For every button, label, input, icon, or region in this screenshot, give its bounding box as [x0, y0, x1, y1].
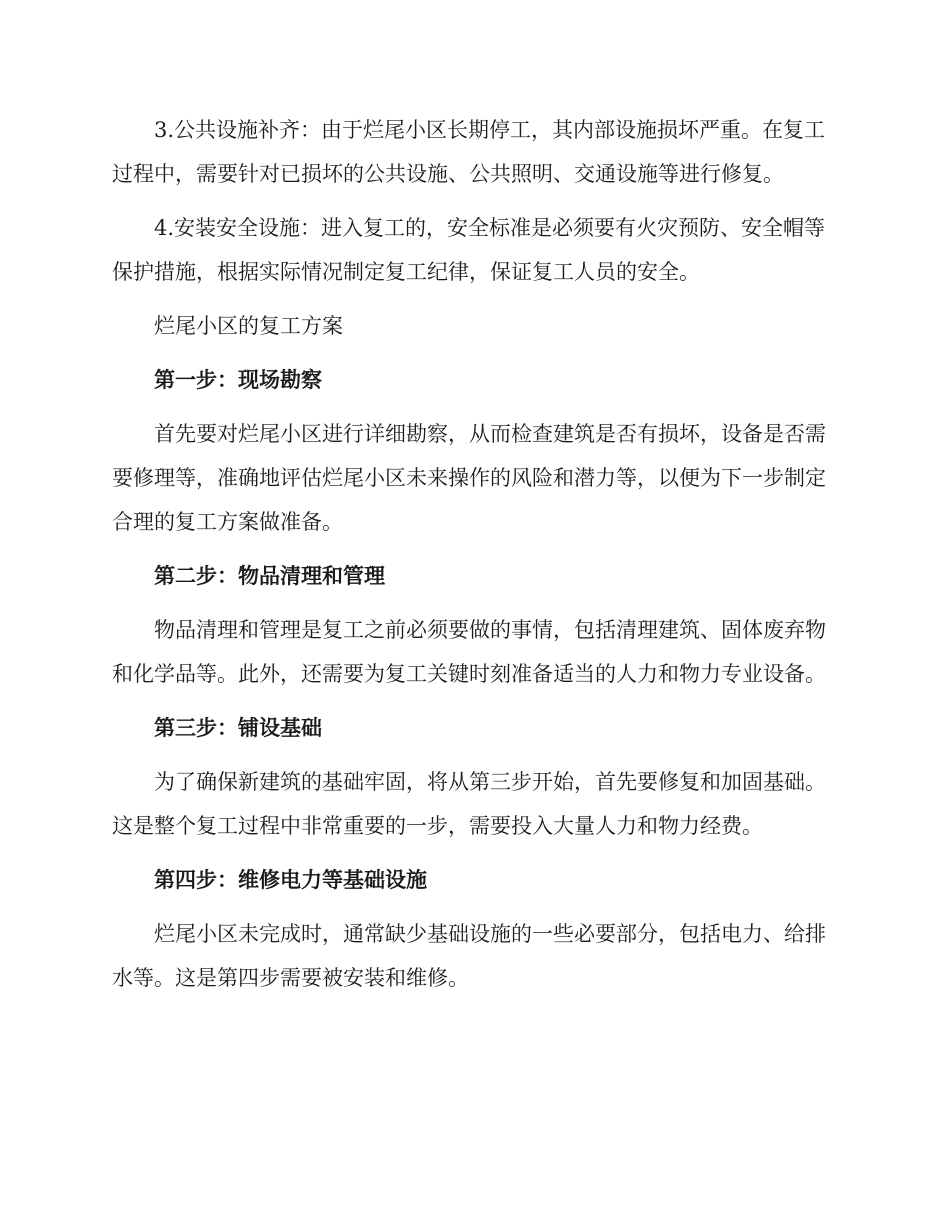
step1-body: 首先要对烂尾小区进行详细勘察，从而检查建筑是否有损坏，设备是否需要修理等，准确地评估烂尾小区未来操作的风险和潜力等，以便为下一步制定合理的复工方案做准备。 [112, 422, 826, 534]
step3-body: 为了确保新建筑的基础牢固，将从第三步开始，首先要修复和加固基础。这是整个复工过程中非常重要的一步，需要投入大量人力和物力经费。 [112, 770, 826, 838]
paragraph-safety-facilities: 4.安装安全设施：进入复工的，安全标准是必须要有火灾预防、安全帽等保护措施，根据实际情况制定复工纪律，保证复工人员的安全。 [112, 216, 826, 284]
section-title: 烂尾小区的复工方案 [154, 314, 343, 338]
step1-heading: 第一步：现场勘察 [154, 368, 322, 392]
step2-heading: 第二步：物品清理和管理 [154, 564, 385, 588]
step3-heading: 第三步：铺设基础 [154, 716, 322, 740]
step4-heading: 第四步：维修电力等基础设施 [154, 868, 427, 892]
step4-body: 烂尾小区未完成时，通常缺少基础设施的一些必要部分，包括电力、给排水等。这是第四步需要被安装和维修。 [112, 922, 826, 990]
step2-body: 物品清理和管理是复工之前必须要做的事情，包括清理建筑、固体废弃物和化学品等。此外，还需要为复工关键时刻准备适当的人力和物力专业设备。 [112, 618, 826, 686]
paragraph-public-facilities: 3.公共设施补齐：由于烂尾小区长期停工，其内部设施损坏严重。在复工过程中，需要针对已损坏的公共设施、公共照明、交通设施等进行修复。 [112, 118, 826, 186]
document-body [112, 108, 832, 1010]
